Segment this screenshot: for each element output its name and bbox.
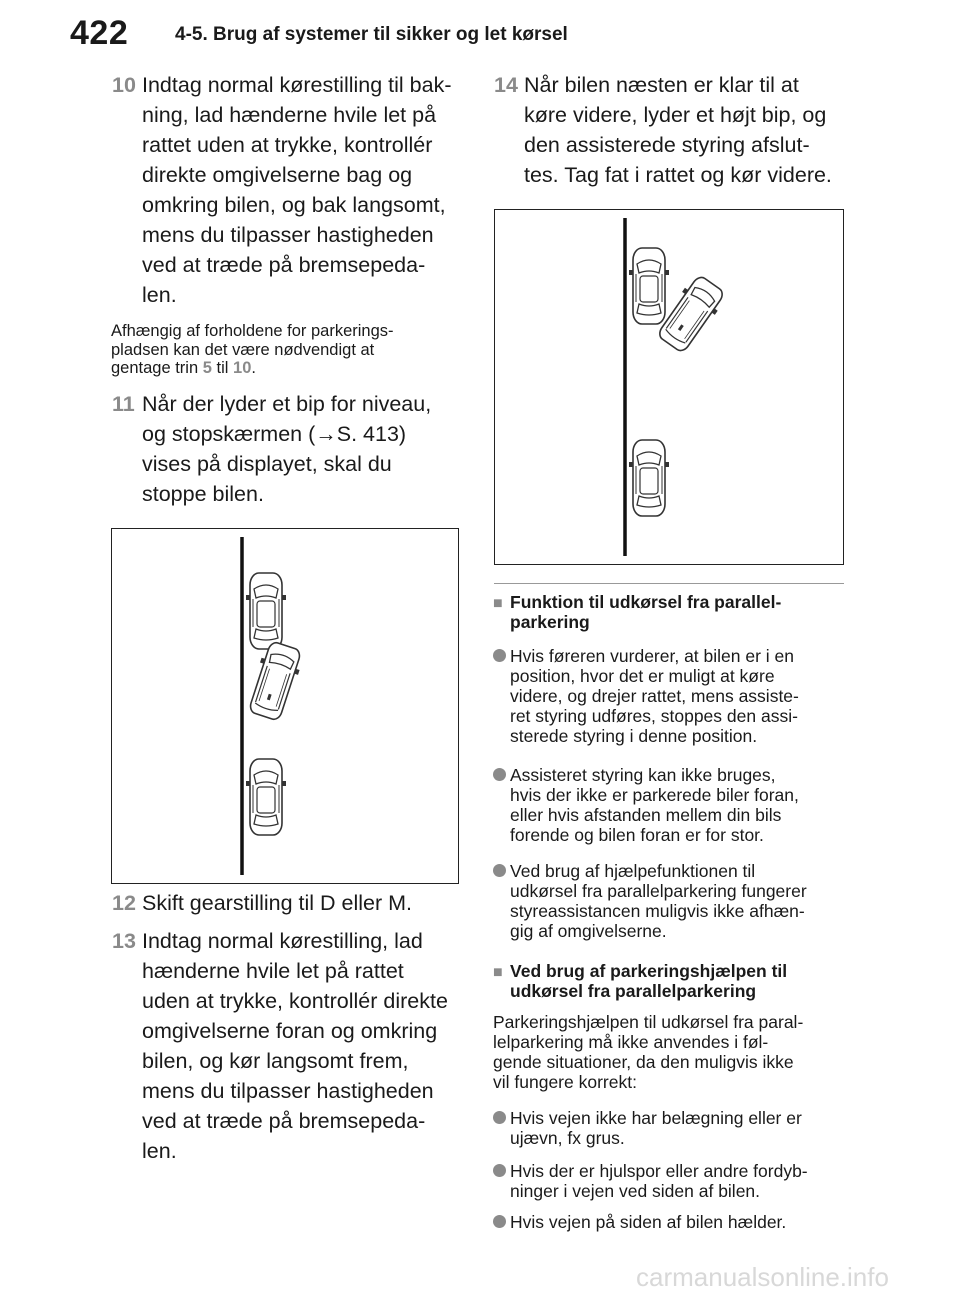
step-13 xyxy=(112,926,472,1166)
bullet-icon xyxy=(493,1215,506,1228)
watermark: carmanualsonline.info xyxy=(636,1262,889,1292)
step-ref: 5 xyxy=(202,359,212,377)
square-bullet-icon: ■ xyxy=(493,595,503,612)
repeat-note: Afhængig af forholdene for parkerings- pladsen kan det være nødvendigt at gentage trin 5 til 10. xyxy=(111,322,394,377)
parking-diagram xyxy=(112,529,458,883)
step-number: 12 xyxy=(112,891,136,915)
parked-car-rear-icon xyxy=(246,759,286,835)
parking-illustration-2 xyxy=(494,209,844,565)
step-12 xyxy=(112,888,472,918)
square-bullet-icon: ■ xyxy=(493,964,503,981)
section-header: 4-5. Brug af systemer til sikker og let kørsel xyxy=(175,24,568,45)
step-number: 13 xyxy=(112,929,136,953)
step-number: 10 xyxy=(112,73,136,97)
own-car-icon xyxy=(245,640,306,723)
parked-car-front-icon xyxy=(629,248,669,324)
step-text: Når der lyder et bip for niveau, og stopskærmen (→S. 413) vises på displayet, skal du stoppe bilen. xyxy=(142,392,432,506)
step-10 xyxy=(112,70,472,310)
step-text: Skift gearstilling til D eller M. xyxy=(142,891,413,915)
step-14 xyxy=(494,70,854,190)
step-ref: 10 xyxy=(233,359,252,377)
parking-illustration-1 xyxy=(111,528,459,884)
step-text: Indtag normal kørestilling, lad hænderne hvile let på rattet uden at trykke, kontrollér direkte omgivelserne foran og omkring bilen, og kør langsomt frem, mens du tilpasser hastigheden ved at træde på bremsepeda- len. xyxy=(142,929,448,1163)
bullet-icon xyxy=(493,864,506,877)
parking-diagram xyxy=(495,210,843,564)
bullet-icon xyxy=(493,768,506,781)
step-text: Indtag normal kørestilling til bak- ning, lad hænderne hvile let på rattet uden at trykke, kontrollér direkte omgivelserne bag og omkring bilen, og bak langsomt, mens du tilpasser hastigheden ved at træde på bremsepeda- len. xyxy=(142,73,452,307)
section-divider xyxy=(494,583,844,584)
page-number: 422 xyxy=(70,14,129,52)
step-number: 14 xyxy=(494,73,518,97)
bullet-icon xyxy=(493,649,506,662)
parked-car-rear-icon xyxy=(629,440,669,516)
parked-car-front-icon xyxy=(246,573,286,649)
step-text: Når bilen næsten er klar til at køre videre, lyder et højt bip, og den assisterede styring afslut- tes. Tag fat i rattet og kør videre. xyxy=(524,73,832,187)
bullet-icon xyxy=(493,1111,506,1124)
section-intro: Parkeringshjælpen til udkørsel fra paral- lelparkering må ikke anvendes i føl- gende situationer, da den muligvis ikke vil fungere korrekt: xyxy=(493,1012,804,1092)
step-11 xyxy=(112,389,472,509)
bullet-icon xyxy=(493,1164,506,1177)
step-number: 11 xyxy=(112,392,135,416)
